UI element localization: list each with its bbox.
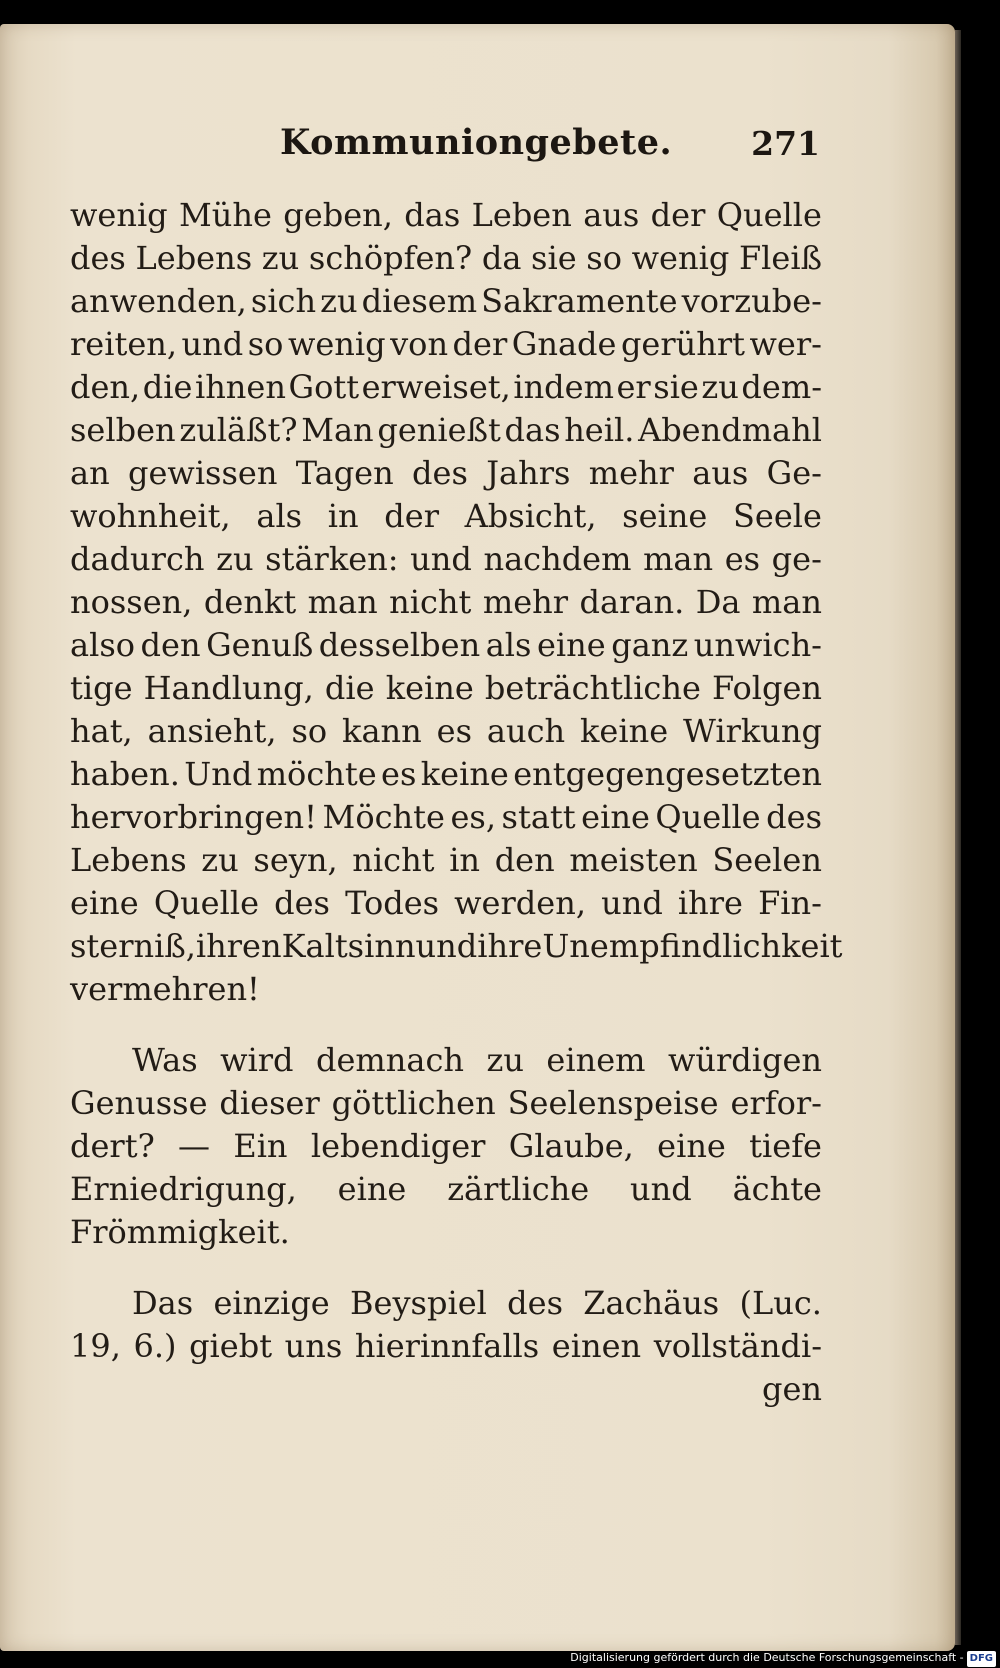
running-title: Kommuniongebete. [280, 122, 673, 163]
text-line: wohnheit, als in der Absicht, seine Seele [70, 497, 822, 535]
text-line: also den Genuß desselben als eine ganz unwich- [70, 626, 822, 664]
text-line: dert? — Ein lebendiger Glaube, eine tiefe [70, 1127, 822, 1165]
credit-text: Digitalisierung gefördert durch die Deutsche Forschungsgemeinschaft - [570, 1651, 964, 1664]
running-head [60, 122, 820, 172]
text-line: wenig Mühe geben, das Leben aus der Quelle [70, 196, 822, 234]
text-line: Erniedrigung, eine zärtliche und ächte [70, 1170, 822, 1208]
text-line: 19, 6.) giebt uns hierinnfalls einen vollständi- [70, 1327, 822, 1365]
body-text [70, 195, 843, 1425]
text-line: tige Handlung, die keine beträchtliche Folgen [70, 669, 822, 707]
text-line: haben. Und möchte es keine entgegengesetzten [70, 755, 822, 793]
text-line: dadurch zu stärken: und nachdem man es ge- [70, 540, 822, 578]
dfg-logo: DFG [967, 1651, 996, 1667]
text-line: Frömmigkeit. [70, 1213, 290, 1251]
text-line: Das einzige Beyspiel des Zachäus (Luc. [132, 1284, 822, 1322]
text-line: hervorbringen! Möchte es, statt eine Quelle des [70, 798, 822, 836]
text-line: vermehren! [70, 970, 260, 1008]
text-line: Was wird demnach zu einem würdigen [132, 1041, 822, 1079]
text-line: den, die ihnen Gott erweiset, indem er sie zu dem- [70, 368, 822, 406]
text-line: Genusse dieser göttlichen Seelenspeise erfor- [70, 1084, 822, 1122]
text-line: eine Quelle des Todes werden, und ihre Fin- [70, 884, 822, 922]
text-line: reiten, und so wenig von der Gnade gerührt wer- [70, 325, 822, 363]
page-number: 271 [751, 124, 820, 163]
page-edge [955, 30, 961, 1645]
digitization-credit [570, 1650, 996, 1666]
text-line: anwenden, sich zu diesem Sakramente vorzube- [70, 282, 822, 320]
text-line: hat, ansieht, so kann es auch keine Wirkung [70, 712, 822, 750]
text-line: sterniß, ihren Kaltsinn und ihre Unempfindlichkeit [70, 927, 843, 965]
text-line: Lebens zu seyn, nicht in den meisten Seelen [70, 841, 822, 879]
text-line: des Lebens zu schöpfen? da sie so wenig Fleiß [70, 239, 822, 277]
catchword: gen [761, 1370, 822, 1408]
text-line: nossen, denkt man nicht mehr daran. Da man [70, 583, 822, 621]
text-line: selben zuläßt? Man genießt das heil. Abendmahl [70, 411, 822, 449]
text-line: an gewissen Tagen des Jahrs mehr aus Ge- [70, 454, 822, 492]
